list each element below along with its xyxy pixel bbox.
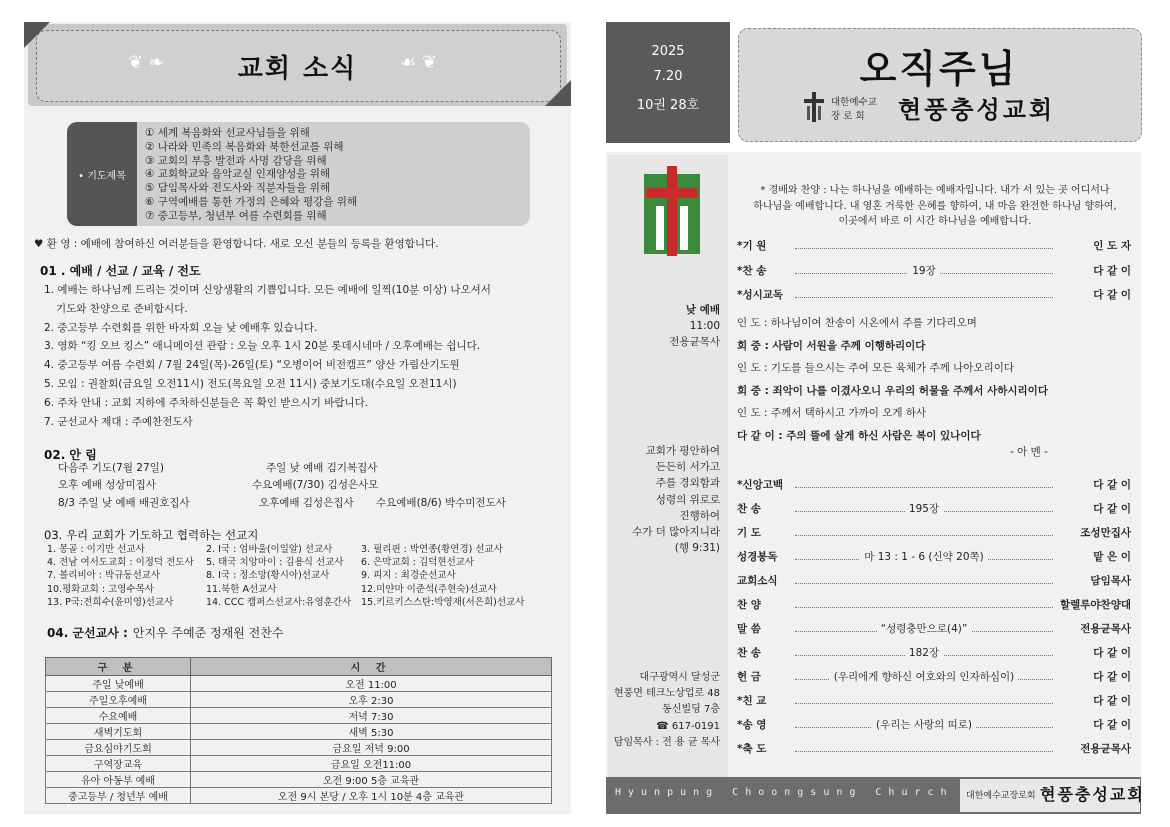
reading-line <box>737 312 1137 335</box>
order-label: 헌 금 <box>737 671 761 683</box>
mission-item: 11.북한 A선교사 <box>206 583 277 595</box>
table-row <box>46 676 552 692</box>
reading-speaker: 인 도 : <box>737 362 771 374</box>
order-detail <box>795 549 1053 564</box>
order-detail-text: 19장 <box>908 265 940 277</box>
mission-item: 7. 볼리비아 : 박규동선교사 <box>47 570 161 582</box>
order-person: 맡 은 이 <box>1093 551 1131 563</box>
order-person: 담임목사 <box>1090 575 1131 587</box>
section-worship-title: 01 . 예배 / 선교 / 교육 / 전도 <box>40 264 201 278</box>
dot-leader <box>795 297 1053 298</box>
responsive-reading <box>737 312 1137 447</box>
table-cell: 금요일 저녁 9:00 <box>191 740 552 756</box>
verse-line: 교회가 평안하여 <box>645 445 720 457</box>
mission-item: 6. 은막교회 : 김덕현선교사 <box>361 557 475 569</box>
order-label: 교회소식 <box>737 575 778 587</box>
verse-line: 성령의 위로로 <box>655 493 720 506</box>
section-worship-list <box>44 281 491 431</box>
reading-text: 사람이 서원을 주께 이행하리이다 <box>772 339 926 352</box>
table-cell: 새벽기도회 <box>46 724 191 740</box>
order-person: 인 도 자 <box>1093 240 1131 252</box>
mission-item: 9. 피지 : 최경순선교사 <box>361 570 456 582</box>
mission-item: 3. 필리핀 : 박연종(황연경) 선교사 <box>361 544 503 555</box>
missions-grid <box>47 543 524 609</box>
order-row <box>737 669 1131 685</box>
address-line: 대구광역시 달성군 <box>639 672 720 683</box>
order-person: 다 같 이 <box>1093 671 1131 683</box>
prayer-item: ① 세계 복음화와 선교사님들을 위해 <box>145 127 310 139</box>
order-detail <box>795 669 1053 684</box>
duty-cell: 다음주 기도(7월 27일) <box>58 462 164 474</box>
verse-line: 수가 더 많아지니라 <box>632 526 720 539</box>
dot-leader <box>795 248 1053 249</box>
table-row <box>46 772 552 788</box>
notice-item: 5. 모임 : 권찰회(금요일 오전11시) 전도(목요일 오전 11시) 중보기도대(수요일 오전11시) <box>44 377 457 390</box>
notice-item: 2. 중고등부 수련회를 위한 바자회 오늘 낮 예배후 있습니다. <box>44 321 318 334</box>
order-label: *친 교 <box>737 695 767 707</box>
reading-line <box>737 380 1137 403</box>
prayer-list <box>145 127 357 224</box>
reading-text: 주의 뜰에 살게 하신 사람은 복이 있나이다 <box>786 429 981 442</box>
ribbon-left-icon <box>24 22 50 48</box>
order-row <box>737 238 1131 254</box>
notice-item: 7. 군선교사 제대 : 주예찬전도사 <box>44 415 193 428</box>
order-label: 성경봉독 <box>737 551 778 563</box>
footer-church-name: 현풍충성교회 <box>1040 785 1145 804</box>
table-row <box>46 692 552 708</box>
mission-item: 13. P국:전희수(윤미영)선교사 <box>47 596 174 608</box>
order-person: 다 같 이 <box>1093 289 1131 301</box>
footer-denomination: 대한예수교장로회 <box>966 791 1036 801</box>
service-schedule-table <box>45 657 552 804</box>
table-cell: 저녁 7:30 <box>191 708 552 724</box>
notice-item: 6. 주차 안내 : 교회 지하에 주차하신분들은 꼭 확인 받으시기 바랍니다. <box>44 396 369 409</box>
reading-text: 죄악이 나를 이겼사오니 우리의 허물을 주께서 사하시리이다 <box>772 384 1048 397</box>
reading-speaker: 회 중 : <box>737 339 773 352</box>
table-cell: 새벽 5:30 <box>191 724 552 740</box>
bible-verse <box>606 443 720 556</box>
welcome-text: ♥ 환 영 : 예배에 참여하신 여러분들을 환영합니다. 새로 오신 분들의 등록을 환영합니다. <box>34 238 439 250</box>
address-line: 현풍면 테크노상업로 48 <box>613 688 720 700</box>
church-address <box>606 670 720 751</box>
order-label: 찬 양 <box>737 599 761 611</box>
order-label: 찬 송 <box>737 647 761 659</box>
table-row <box>46 756 552 772</box>
mission-item: 12.미얀마 이준석(주현숙)선교사 <box>361 583 497 595</box>
table-row <box>46 788 552 804</box>
order-label: 찬 송 <box>737 503 761 515</box>
address-line: 담임목사 : 전 용 균 목사 <box>613 736 720 748</box>
table-cell: 오전 9시 본당 / 오후 1시 10분 4층 교육관 <box>191 788 552 804</box>
duty-cell: 오후예배 김성은집사 <box>259 497 354 509</box>
table-cell: 주일 낮예배 <box>46 676 191 692</box>
order-person: 다 같 이 <box>1093 719 1131 731</box>
intro-line: 하나님을 예배합니다. 내 영혼 거룩한 은혜를 향하여, 내 마음 완전한 하나님 향하여, <box>753 200 1117 212</box>
dot-leader <box>795 487 1053 488</box>
reading-line <box>737 357 1137 380</box>
church-name: 현풍충성교회 <box>898 95 1056 124</box>
section-missions-title: 03. 우리 교회가 기도하고 협력하는 선교지 <box>44 528 259 542</box>
table-cell: 오전 11:00 <box>191 676 552 692</box>
issue-year: 2025 <box>651 44 685 59</box>
duty-cell: 수요예배(7/30) 김성은사모 <box>252 479 379 491</box>
order-label: 기 도 <box>737 527 761 539</box>
table-cell: 구역장교육 <box>46 756 191 772</box>
reading-line <box>737 425 1137 448</box>
order-detail-text: 195장 <box>905 503 943 515</box>
order-person: 다 같 이 <box>1093 647 1131 659</box>
reading-speaker: 회 중 : <box>737 384 773 397</box>
issue-date-box <box>606 22 730 143</box>
service-info <box>608 302 720 350</box>
table-cell: 금요일 오전11:00 <box>191 756 552 772</box>
verse-line: 진행하여 <box>679 509 720 522</box>
order-person: 다 같 이 <box>1093 264 1131 277</box>
prayer-item: ② 나라와 민족의 복음화와 북한선교를 위해 <box>145 140 344 153</box>
dot-leader <box>795 583 1053 584</box>
duty-cell: 수요예배(8/6) 박수미전도사 <box>376 497 506 509</box>
table-cell: 중고등부 / 청년부 예배 <box>46 788 191 804</box>
table-header-cell: 시 간 <box>191 658 552 676</box>
table-row <box>46 740 552 756</box>
service-leader: 전용균목사 <box>669 336 720 348</box>
order-row <box>737 525 1131 541</box>
worship-intro <box>735 183 1135 230</box>
order-person: 전용균목사 <box>1080 743 1131 755</box>
reading-speaker: 인 도 : <box>737 317 771 329</box>
order-detail-text: “성령충만으로(4)” <box>877 623 972 635</box>
table-header-row <box>46 658 552 676</box>
order-row <box>737 573 1131 589</box>
order-detail <box>795 621 1053 636</box>
reading-text: 주께서 택하시고 가까이 오게 하사 <box>770 407 927 419</box>
order-label: *신앙고백 <box>737 479 784 491</box>
order-person: 다 같 이 <box>1093 479 1131 491</box>
order-person: 다 같 이 <box>1093 695 1131 707</box>
service-time: 11:00 <box>689 320 720 332</box>
leaf-decoration-right-icon: ☙ ❦ <box>400 52 437 73</box>
verse-line: (행 9:31) <box>674 542 720 555</box>
leaf-decoration-left-icon: ❦ ❧ <box>128 52 164 73</box>
dot-leader <box>795 703 1053 704</box>
order-detail-text: 182장 <box>905 647 943 659</box>
address-line: 동신빌딩 7층 <box>662 704 720 716</box>
prayer-item: ④ 교회학교와 음악교실 인재양성을 위해 <box>145 168 331 181</box>
table-cell: 수요예배 <box>46 708 191 724</box>
mission-item: 15.키르키스스탄:박영재(서은희)선교사 <box>361 596 525 608</box>
table-cell: 주일오후예배 <box>46 692 191 708</box>
verse-line: 주를 경외함과 <box>655 477 720 490</box>
order-row <box>737 621 1131 637</box>
order-detail-text: (우리에게 향하신 여호와의 인자하심이) <box>830 671 1019 683</box>
table-row <box>46 724 552 740</box>
order-detail <box>795 501 1053 516</box>
mission-item: 4. 전남 여서도교회 : 이정덕 전도사 <box>47 557 194 569</box>
reading-line <box>737 335 1137 358</box>
notice-item: 기도와 찬양으로 준비합시다. <box>56 302 188 315</box>
order-detail-text: (우리는 사랑의 띠로) <box>872 719 976 731</box>
section-duty-title: 02. 안 림 <box>44 448 97 462</box>
verse-line: 든든히 서가고 <box>655 461 720 474</box>
order-row <box>737 477 1131 493</box>
issue-date: 7.20 <box>653 69 683 84</box>
duty-cell: 8/3 주일 낮 예배 배권호집사 <box>58 497 190 509</box>
order-label: *성시교독 <box>737 289 784 301</box>
order-label: 말 씀 <box>737 623 761 635</box>
reading-speaker: 다 같 이 : <box>737 429 787 442</box>
order-label: *축 도 <box>737 743 767 755</box>
order-person: 다 같 이 <box>1093 503 1131 515</box>
duty-cell: 주일 낮 예배 김기복집사 <box>266 462 378 474</box>
military-mission-title: 04. 군선교사 : <box>47 626 128 640</box>
table-cell: 유아 아동부 예배 <box>46 772 191 788</box>
intro-line: * 경배와 찬양 : 나는 하나님을 예배하는 예배자입니다. 내가 서 있는 곳 어디서나 <box>760 185 1110 196</box>
order-row <box>737 717 1131 733</box>
order-person: 할렐루야찬양대 <box>1059 599 1131 611</box>
address-line: ☎ 617-0191 <box>656 720 720 732</box>
notice-item: 3. 영화 “킹 오브 킹스” 애니메이션 관람 : 오늘 오후 1시 20분 롯데시네마 / 오후예배는 쉽니다. <box>44 340 481 353</box>
order-person: 전용균목사 <box>1080 623 1131 635</box>
prayer-item: ⑥ 구역예배를 통한 가정의 은혜와 평강을 위해 <box>145 195 358 208</box>
reading-line <box>737 402 1137 425</box>
reading-speaker: 인 도 : <box>737 407 771 419</box>
prayer-item: ⑦ 중고등부, 청년부 여름 수련회를 위해 <box>145 209 327 222</box>
table-row <box>46 708 552 724</box>
order-row <box>737 263 1131 279</box>
notice-item: 4. 중고등부 여름 수련회 / 7월 24일(목)-26일(토) “오병이어 비전캠프” 양산 가림산기도원 <box>44 359 460 372</box>
section-military-mission <box>47 622 283 641</box>
reading-text: 하나님이여 찬송이 시온에서 주를 기다리오며 <box>770 317 977 329</box>
order-detail <box>795 645 1053 660</box>
order-label: *기 원 <box>737 240 767 252</box>
mission-item: 2. I국 : 엄바울(이일알) 선교사 <box>206 544 333 555</box>
table-cell: 금요심야기도회 <box>46 740 191 756</box>
table-cell: 오전 9:00 5층 교육관 <box>191 772 552 788</box>
order-detail <box>795 717 1053 732</box>
order-label: *송 영 <box>737 719 767 731</box>
order-row <box>737 549 1131 565</box>
order-detail <box>795 263 1053 278</box>
prayer-label: • 기도제목 <box>67 122 137 226</box>
issue-volume: 10권 28호 <box>636 98 700 113</box>
footer-english-name: Hyunpung Choongsung Church <box>615 787 954 798</box>
notice-item: 1. 예배는 하나님께 드리는 것이며 신앙생활의 기쁨입니다. 모든 예배에 일찍(10분 이상) 나오셔서 <box>44 284 491 296</box>
dot-leader <box>795 607 1053 608</box>
denomination-line: 대한예수교 <box>831 97 877 108</box>
amen-text: - 아 멘 - <box>1010 446 1048 458</box>
prayer-item: ③ 교회의 부흥 발전과 사명 감당을 위해 <box>145 154 327 167</box>
order-row <box>737 287 1131 303</box>
mission-item: 5. 태국 치앙마이 : 김용식 선교사 <box>206 557 344 569</box>
mission-item: 10.평화교회 : 고영수목사 <box>47 583 154 595</box>
mission-item: 1. 몽골 : 이기만 선교사 <box>47 544 145 555</box>
denomination-label <box>831 96 877 124</box>
mission-item: 14. CCC 캠퍼스선교사:유영훈간사 <box>206 596 352 608</box>
order-label: *찬 송 <box>737 264 767 277</box>
order-person: 조성만집사 <box>1080 527 1131 539</box>
duty-cell: 오후 예배 성상미집사 <box>58 479 156 491</box>
order-row <box>737 597 1131 613</box>
military-mission-names: 안지우 주예준 정재원 전찬수 <box>132 626 284 640</box>
order-detail-text: 마 13 : 1 - 6 (신약 20쪽) <box>860 551 988 563</box>
intro-line: 이곳에서 바로 이 시간 하나님을 예배합니다. <box>838 216 1032 227</box>
bulletin-title: 오직주님 <box>859 47 1019 91</box>
order-row <box>737 741 1131 757</box>
service-name: 낮 예배 <box>685 304 720 316</box>
prayer-item: ⑤ 담임목사와 전도사와 직분자들을 위해 <box>145 182 331 195</box>
denomination-line: 장 로 회 <box>831 111 865 122</box>
dot-leader <box>795 535 1053 536</box>
mission-item: 8. I국 : 정소망(황시아)선교사 <box>206 570 330 582</box>
table-header-cell: 구 분 <box>46 658 191 676</box>
church-logo-icon <box>802 92 826 126</box>
news-title: 교회 소식 <box>237 54 358 84</box>
order-row <box>737 645 1131 661</box>
reading-text: 기도를 들으시는 주여 모든 육체가 주께 나아오리이다 <box>770 362 1015 374</box>
cross-logo-icon <box>640 166 704 260</box>
order-row <box>737 501 1131 517</box>
order-row <box>737 693 1131 709</box>
dot-leader <box>795 751 1053 752</box>
table-cell: 오후 2:30 <box>191 692 552 708</box>
